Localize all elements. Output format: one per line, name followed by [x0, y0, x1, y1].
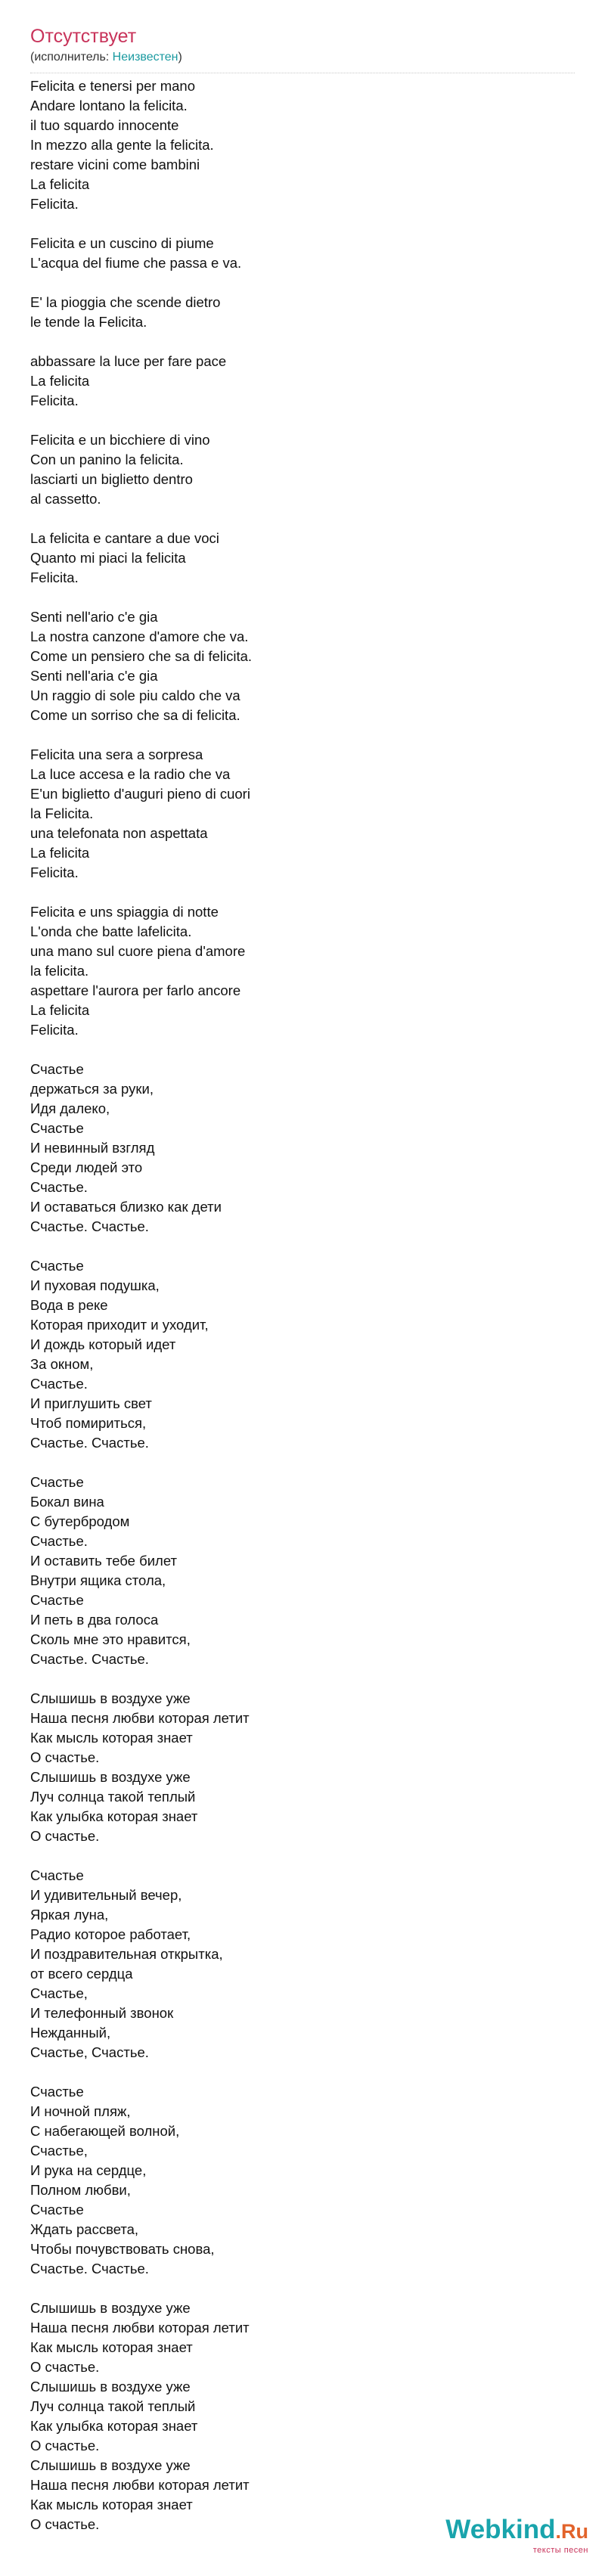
logo-tagline: тексты песен: [532, 2546, 588, 2555]
logo-name: Webkind: [445, 2515, 556, 2544]
performer-prefix: (исполнитель:: [30, 51, 113, 64]
song-title: Отсутствует: [30, 26, 137, 47]
lyrics-text: Felicita e tenersi per mano Andare lontano la felicita. il tuo squardo innocente In mezzo alla gente la felicita. restare vicini come bambini La felicita Felicita. Felicita e un cuscino di piume L'acqua del fiume che passa e va. E' la pioggia che scende dietro le tende la Felicita. abbassare la luce per fare pace La felicita Felicita. Felicita e un bicchiere di vino Con un panino la felicita. lasciarti un biglietto dentro al cassetto. La felicita e cantare a due voci Quanto mi piaci la felicita Felicita. Senti nell'ario c'e gia La nostra canzone d'amore che va. Come un pensiero che sa di felicita. Senti nell'aria c'e gia Un raggio di sole piu caldo che va Come un sorriso che sa di felicita. Felicita una sera a sorpresa La luce accesa e la radio che va E'un biglietto d'auguri pieno di cuori la Felicita. una telefonata non aspettata La felicita Felicita. Felicita e uns spiaggia di notte L'onda che batte lafelicita. una mano sul cuore piena d'amore la felicita. aspettare l'aurora per farlo ancore La felicita Felicita. Счастье держаться за руки, Идя далеко, Счастье И невинный взгляд Среди людей это Счастье. И оставаться близко как дети Счастье. Счастье. Счастье И пуховая подушка, Вода в реке Которая приходит и уходит, И дождь который идет За окном, Счастье. И приглушить свет Чтоб помириться, Счастье. Счастье. Счастье Бокал вина С бутербродом Счастье. И оставить тебе билет Внутри ящика стола, Счастье И петь в два голоса Сколь мне это нравится, Счастье. Счастье. Слышишь в воздухе уже Наша песня любви которая летит Как мысль которая знает О счастье. Слышишь в воздухе уже Луч солнца такой теплый Как улыбка которая знает О счастье. Счастье И удивительный вечер, Яркая луна, Радио которое работает, И поздравительная открытка, от всего сердца Счастье, И телефонный звонок Нежданный, Счастье, Счастье. Счастье И ночной пляж, С набегающей волной, Счастье, И рука на сердце, Полном любви, Счастье Ждать рассвета, Чтобы почувствовать снова, Счастье. Счастье. Слышишь в воздухе уже Наша песня любви которая летит Как мысль которая знает О счастье. Слышишь в воздухе уже Луч солнца такой теплый Как улыбка которая знает О счастье. Слышишь в воздухе уже Наша песня любви которая летит Как мысль которая знает О счастье.: [30, 78, 253, 2532]
performer-suffix: ): [178, 51, 182, 64]
song-header: [30, 24, 575, 65]
logo-tld: .Ru: [555, 2520, 588, 2543]
logo-wordmark: [445, 2515, 588, 2546]
site-logo[interactable]: [445, 2515, 588, 2555]
performer-link[interactable]: Неизвестен: [112, 51, 178, 64]
performer-line: [30, 50, 575, 65]
